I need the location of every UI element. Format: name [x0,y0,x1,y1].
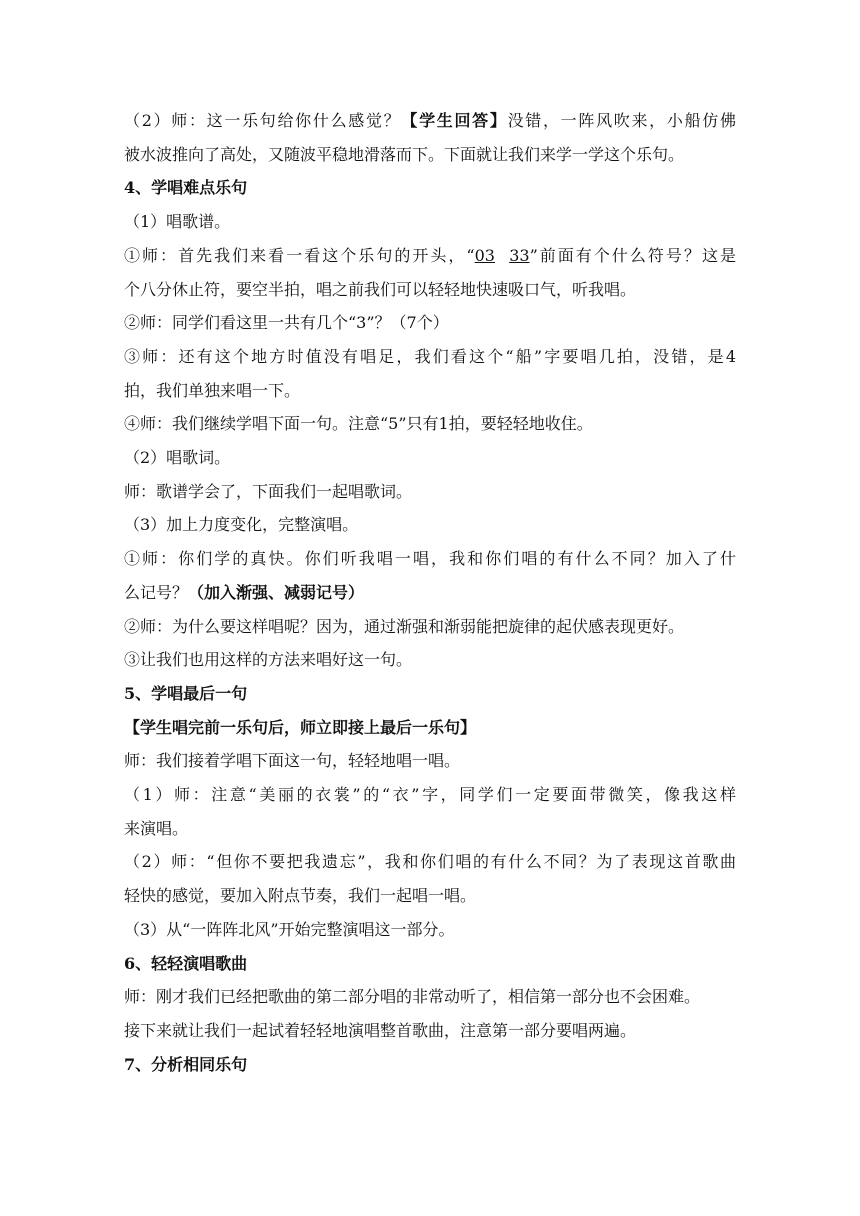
document-line [124,845,736,879]
text-run: 【学生回答】 [401,111,508,130]
document-line [124,677,736,711]
text-run [495,246,509,265]
text-run: 接下来就让我们一起试着轻轻地演唱整首歌曲，注意第一部分要唱两遍。 [124,1020,637,1040]
text-run: 【学生唱完前一乐句后，师立即接上最后一乐句】 [124,717,477,737]
text-run: （3）从“一阵阵北风”开始完整演唱这一部分。 [124,919,455,939]
document-line [124,711,736,745]
document-line [124,1048,736,1082]
text-run: ③师：还有这个地方时值没有唱足，我们看这个“船”字要唱几拍，没错，是4 [124,346,736,366]
document-line [124,542,736,576]
text-run: 师：刚才我们已经把歌曲的第二部分唱的非常动听了，相信第一部分也不会困难。 [124,987,701,1007]
text-run: 5、学唱最后一句 [124,683,248,703]
text-run: 33 [509,245,530,265]
document-line [124,138,736,172]
document-line [124,980,736,1014]
text-run: （3）加上力度变化，完整演唱。 [124,515,359,535]
text-run: 个八分休止符，要空半拍，唱之前我们可以轻轻地快速吸口气，听我唱。 [124,279,637,299]
document-line [124,812,736,846]
text-run: （2）师：这一乐句给你什么感觉？ [124,111,402,130]
text-run: 么记号？ [124,582,189,602]
text-run: 来演唱。 [124,818,189,838]
text-run: ②师：同学们看这里一共有几个“3”？（7个） [124,313,449,333]
document-line [124,1014,736,1048]
document-line [124,778,736,812]
document-line [124,744,736,778]
document-line [124,104,736,138]
document-line [124,441,736,475]
text-run: （加入渐强、减弱记号） [188,582,365,602]
document-line [124,171,736,205]
text-run: （1）师：注意“美丽的衣裳”的“衣”字，同学们一定要面带微笑，像我这样 [124,785,736,804]
document-line [124,879,736,913]
document-line [124,306,736,340]
text-run: 被水波推向了高处，又随波平稳地滑落而下。下面就让我们来学一学这个乐句。 [124,144,685,164]
document-line [124,643,736,677]
text-run: （2）唱歌词。 [124,448,231,467]
document-line [124,239,736,273]
text-run: ①师：首先我们来看一看这个乐句的开头，“ [124,245,475,265]
document-line [124,374,736,408]
text-run: （2）师：“但你不要把我遗忘”，我和你们唱的有什么不同？为了表现这首歌曲 [124,852,736,872]
text-run: ②师：为什么要这样唱呢？因为，通过渐强和渐弱能把旋律的起伏感表现更好。 [124,616,685,636]
text-run: ④师：我们继续学唱下面一句。注意“5”只有1拍，要轻轻地收住。 [124,414,593,434]
text-run: 师：我们接着学唱下面这一句，轻轻地唱一唱。 [124,751,461,771]
document-line [124,273,736,307]
document-line [124,508,736,542]
text-run: 拍，我们单独来唱一下。 [124,380,301,400]
text-run: 7、分析相同乐句 [124,1054,248,1074]
document-line [124,576,736,610]
text-run: 轻快的感觉，要加入附点节奏，我们一起唱一唱。 [124,886,477,906]
document-line [124,475,736,509]
text-run: 03 [474,245,495,265]
document-line [124,947,736,981]
text-run: 师：歌谱学会了，下面我们一起唱歌词。 [124,481,413,501]
document-line [124,205,736,239]
document-line [124,610,736,644]
text-run: 没错，一阵风吹来，小船仿佛 [507,111,736,130]
document-line [124,407,736,441]
text-run: （1）唱歌谱。 [124,212,231,232]
document-line [124,340,736,374]
text-run: ③让我们也用这样的方法来唱好这一句。 [124,650,413,670]
document-line [124,913,736,947]
text-run: 6、轻轻演唱歌曲 [124,953,248,973]
text-run: 4、学唱难点乐句 [124,178,248,198]
text-run: ”前面有个什么符号？这是 [529,245,736,265]
text-run: ①师：你们学的真快。你们听我唱一唱，我和你们唱的有什么不同？加入了什 [124,549,736,569]
